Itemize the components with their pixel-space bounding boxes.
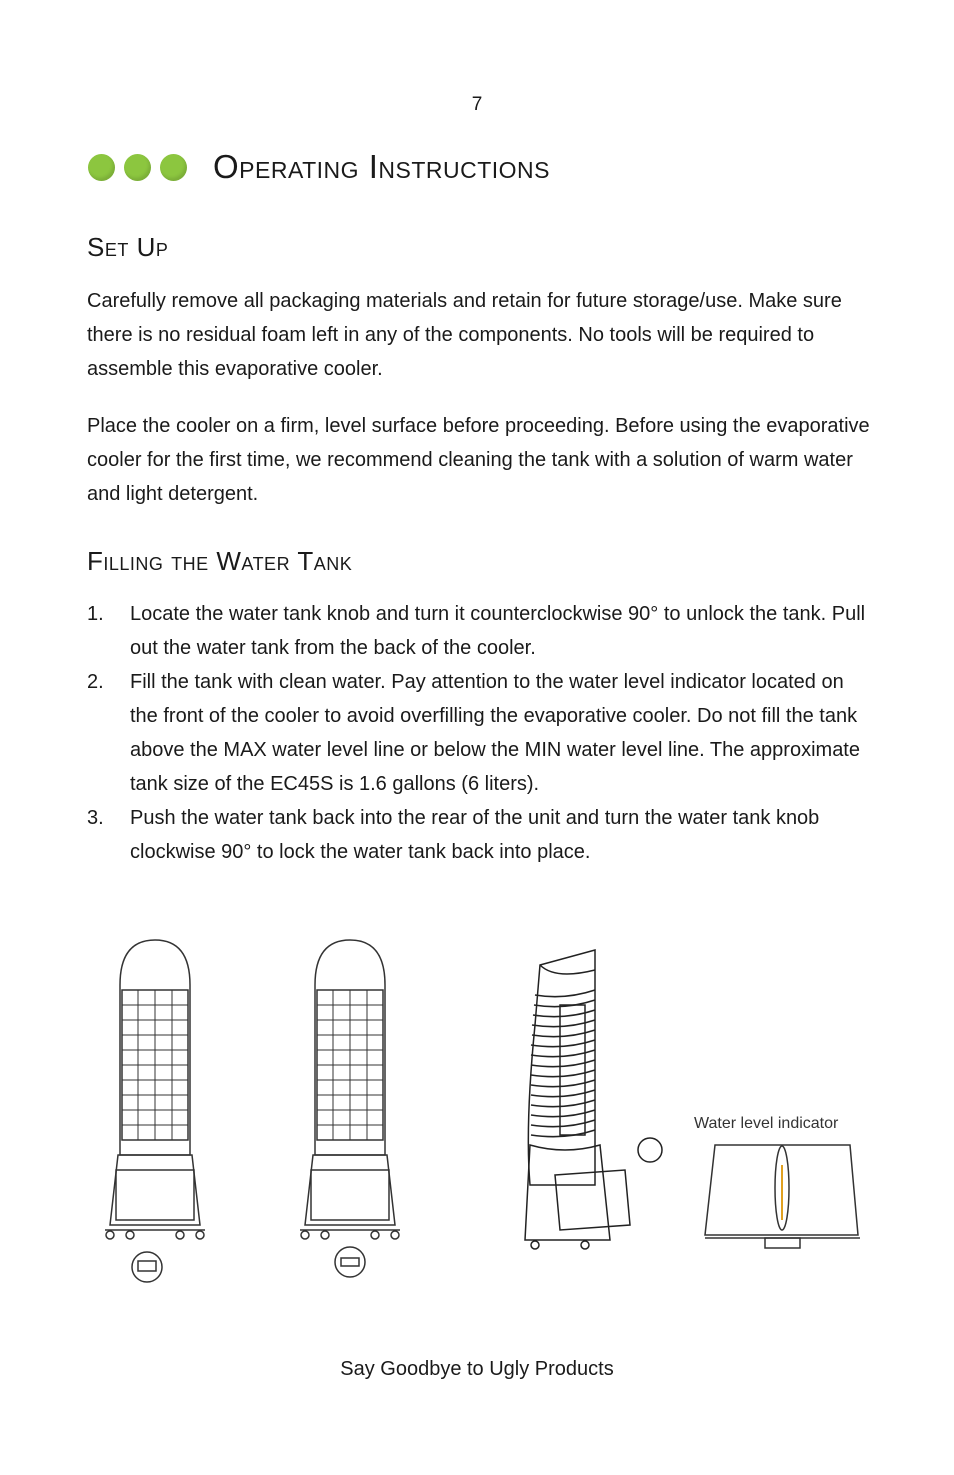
setup-heading: Set Up [87, 232, 169, 262]
water-level-indicator-label: Water level indicator [694, 1115, 839, 1132]
cooler-tank-removal-illustration [515, 945, 675, 1255]
step-number: 2. [87, 671, 104, 693]
setup-paragraph-2: Place the cooler on a firm, level surface before proceeding. Before using the evaporative cooler for the first time, we recommend cleaning the tank with a solution of warm water and light detergent. [87, 415, 870, 505]
water-level-indicator-illustration [700, 1140, 865, 1255]
filling-heading: Filling the Water Tank [87, 546, 353, 576]
step-text: Push the water tank back into the rear of the unit and turn the water tank knob clockwise 90° to lock the water tank back into place. [130, 807, 820, 863]
section-title-row [88, 148, 550, 186]
page-title: Operating Instructions [213, 148, 550, 185]
green-dot-icon [124, 154, 151, 181]
step-number: 3. [87, 807, 104, 829]
cooler-back-unlocked-illustration [100, 935, 210, 1290]
green-dot-icon [88, 154, 115, 181]
list-item [87, 801, 877, 869]
step-text: Fill the tank with clean water. Pay attention to the water level indicator located on the front of the cooler to avoid overfilling the evaporative cooler. Do not fill the tank above the MAX water level line or below the MIN water level line. The approximate tank size of the EC45S is 1.6 gallons (6 liters). [130, 671, 860, 795]
step-number: 1. [87, 603, 104, 625]
cooler-back-locked-illustration [295, 935, 405, 1290]
page-number: 7 [471, 94, 483, 115]
green-dot-icon [160, 154, 187, 181]
filling-steps-list [87, 597, 877, 869]
setup-paragraph-1: Carefully remove all packaging materials and retain for future storage/use. Make sure there is no residual foam left in any of the components. No tools will be required to assemble this evaporative cooler. [87, 290, 842, 380]
footer-tagline: Say Goodbye to Ugly Products [340, 1358, 614, 1380]
list-item [87, 665, 877, 801]
step-text: Locate the water tank knob and turn it counterclockwise 90° to unlock the tank. Pull out the water tank from the back of the cooler. [130, 603, 866, 659]
bullet-dots-icon [88, 154, 187, 181]
list-item [87, 597, 877, 665]
